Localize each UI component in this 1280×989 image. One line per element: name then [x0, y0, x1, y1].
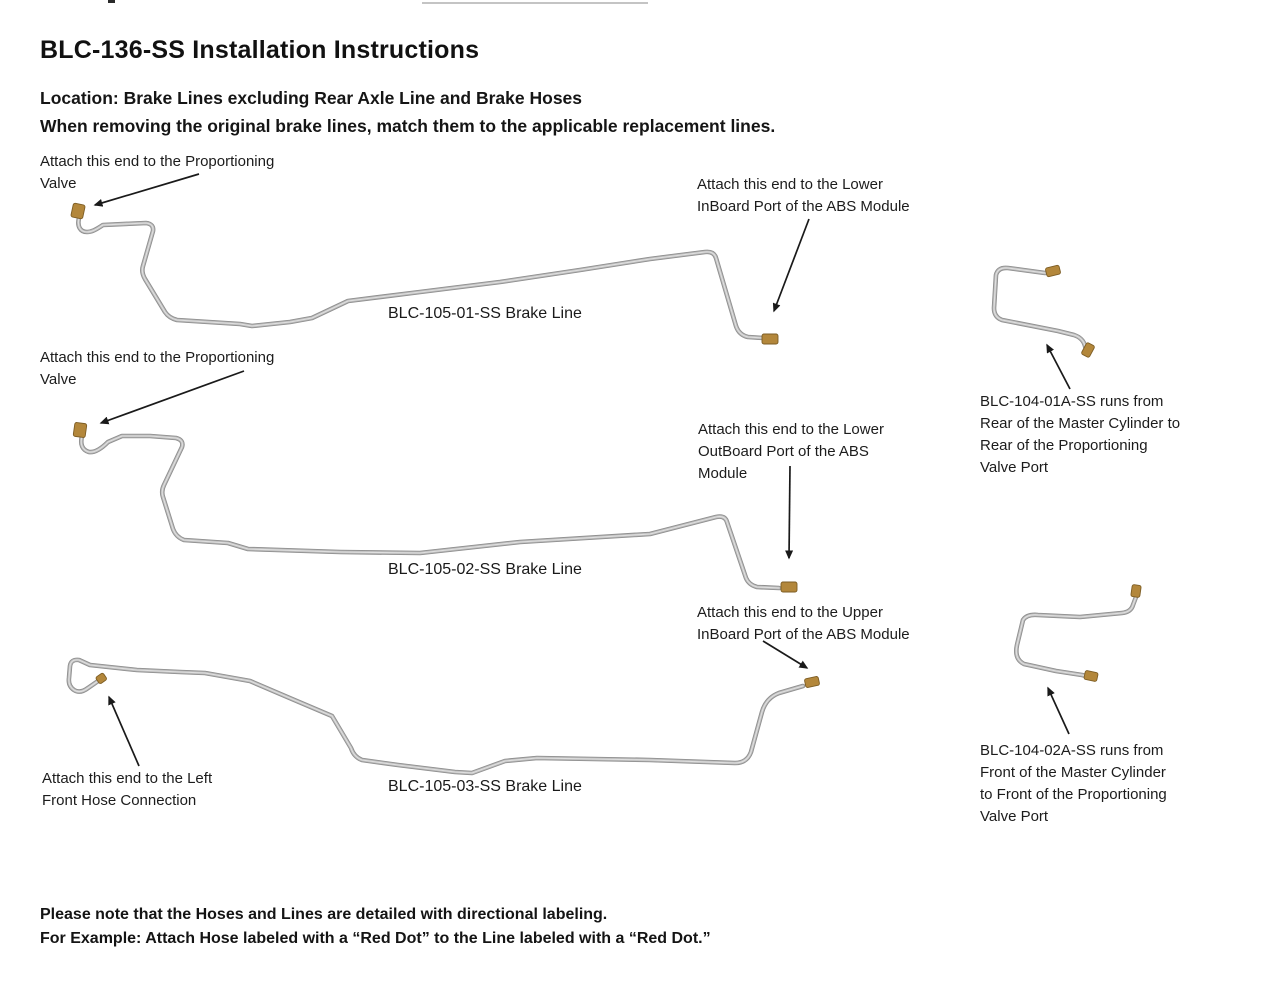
note-blc-104-01a-ss: [980, 391, 1180, 479]
callout-arrow-left-front-hose: [109, 697, 139, 766]
callout-proportioning-valve-1: [40, 151, 274, 195]
tube-fitting: [1131, 584, 1142, 597]
callout-line: Front Hose Connection: [42, 792, 197, 809]
callout-abs-lower-inboard: [697, 174, 910, 218]
tube-fitting: [781, 582, 797, 592]
callout-arrow-104-02a: [1048, 688, 1069, 734]
tube-fitting: [71, 203, 86, 219]
footer-note-2: For Example: Attach Hose labeled with a “Red Dot” to the Line labeled with a “Red Dot.”: [40, 930, 711, 947]
callout-line: Attach this end to the Left: [42, 770, 213, 787]
callout-abs-upper-inboard: [697, 602, 910, 646]
callout-abs-lower-outboard: [698, 419, 884, 485]
part-note-line: Rear of the Master Cylinder to: [980, 415, 1181, 432]
callout-left-front-hose: [42, 768, 212, 812]
callout-line: Module: [698, 465, 748, 482]
callout-proportioning-valve-2: [40, 347, 274, 391]
footer-note-1: Please note that the Hoses and Lines are detailed with directional labeling.: [40, 906, 608, 923]
tube-fitting: [762, 334, 778, 344]
callout-line: InBoard Port of the ABS Module: [697, 198, 910, 215]
part-note-line: Rear of the Proportioning: [980, 437, 1148, 454]
note-blc-104-02a-ss: [980, 740, 1167, 828]
part-note-line: BLC-104-02A-SS runs from: [980, 742, 1164, 759]
part-note-line: Valve Port: [980, 459, 1049, 476]
tube-fitting: [1084, 670, 1099, 682]
tube-fitting: [1045, 265, 1061, 277]
part-note-line: BLC-104-01A-SS runs from: [980, 393, 1164, 410]
callout-line: Attach this end to the Proportioning: [40, 349, 275, 366]
footer-notes: [40, 903, 711, 951]
part-note-line: Valve Port: [980, 808, 1049, 825]
tube-fitting: [73, 422, 87, 438]
callout-arrow-abs-lower-inboard: [774, 219, 809, 311]
callout-line: Attach this end to the Upper: [697, 604, 883, 621]
callout-line: OutBoard Port of the ABS: [698, 443, 869, 460]
part-note-line: to Front of the Proportioning: [980, 786, 1167, 803]
label-blc-105-02-ss: BLC-105-02-SS Brake Line: [388, 561, 582, 578]
label-blc-105-01-ss: BLC-105-01-SS Brake Line: [388, 305, 582, 322]
callout-line: Valve: [40, 371, 77, 388]
callout-line: Attach this end to the Lower: [697, 176, 883, 193]
callout-line: InBoard Port of the ABS Module: [697, 626, 910, 643]
location-note: Location: Brake Lines excluding Rear Axle Line and Brake Hoses: [40, 88, 583, 108]
jumper-line-104-01a-pipe: [994, 265, 1095, 358]
tube-fitting: [804, 676, 820, 688]
callout-line: Attach this end to the Proportioning: [40, 153, 275, 170]
brake-line-3-pipe: [69, 660, 820, 773]
removal-instruction: When removing the original brake lines, match them to the applicable replacement lines.: [40, 116, 776, 136]
part-note-line: Front of the Master Cylinder: [980, 764, 1166, 781]
callout-line: Attach this end to the Lower: [698, 421, 884, 438]
page-title: BLC-136-SS Installation Instructions: [40, 36, 480, 64]
jumper-line-104-02a-pipe: [1016, 584, 1141, 681]
callout-line: Valve: [40, 175, 77, 192]
label-blc-105-03-ss: BLC-105-03-SS Brake Line: [388, 778, 582, 795]
callout-arrow-104-01a: [1047, 345, 1070, 389]
